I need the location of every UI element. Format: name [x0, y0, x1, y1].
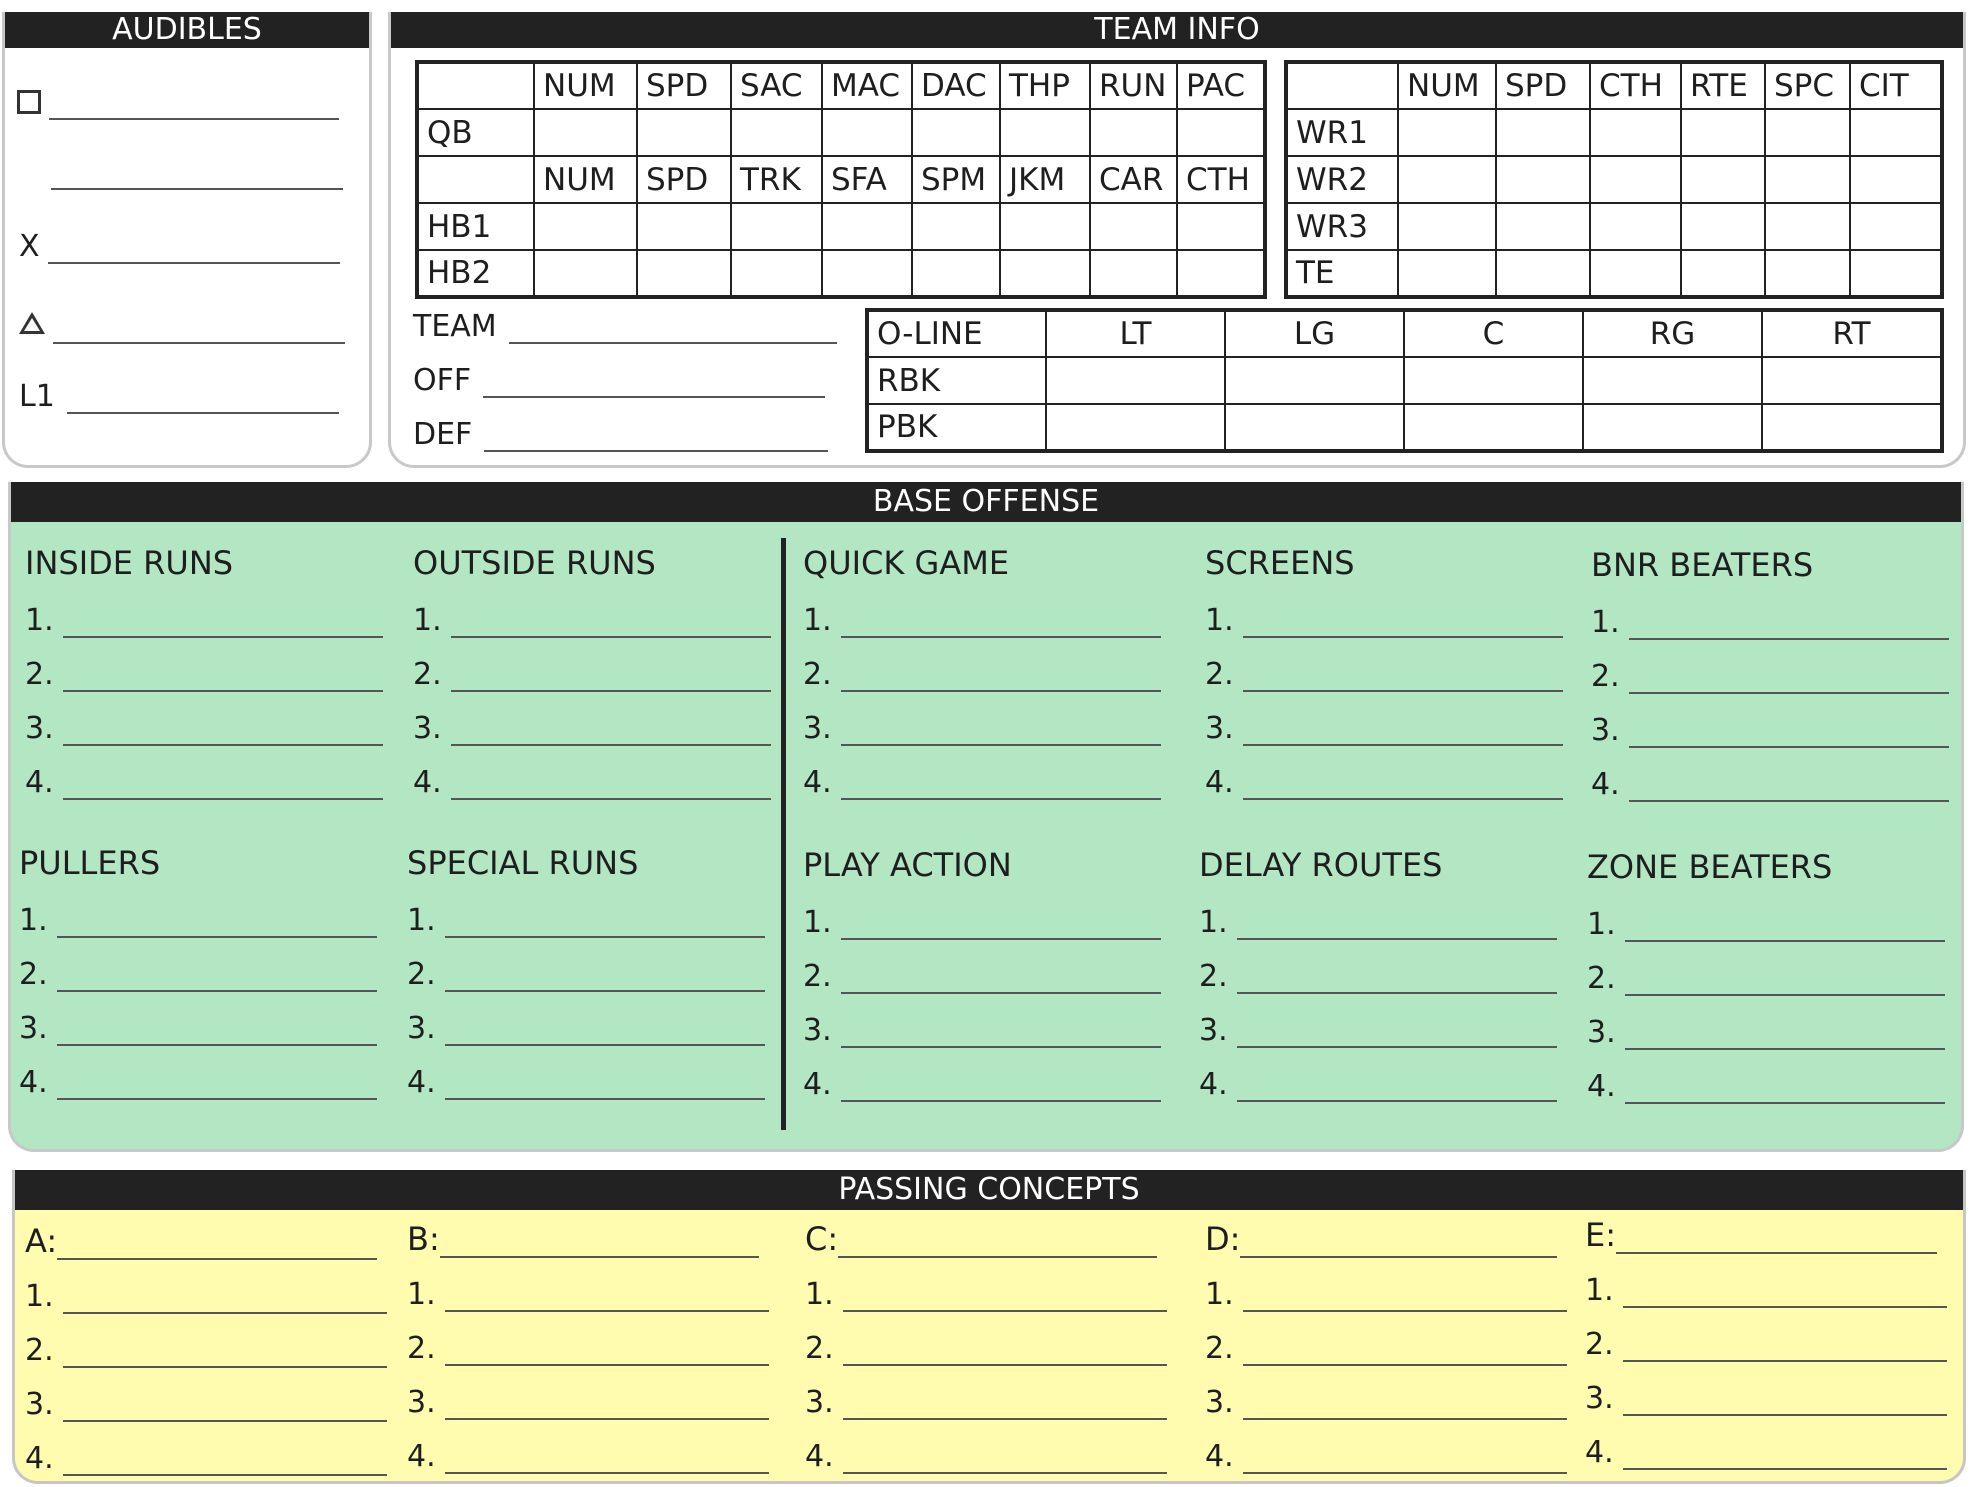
- table-header: RT: [1762, 310, 1942, 357]
- concept-name-field[interactable]: [1616, 1222, 1937, 1254]
- list-item: 1.: [1587, 888, 1945, 942]
- concept-a-group: [25, 1216, 387, 1476]
- list-item: 4.: [805, 1420, 1167, 1474]
- table-header: RUN: [1090, 62, 1177, 109]
- play-field[interactable]: [841, 910, 1161, 940]
- table-cell[interactable]: [1765, 203, 1850, 250]
- audible-l1-field[interactable]: [67, 382, 339, 414]
- group-title: PULLERS: [19, 844, 161, 882]
- audible-triangle-line: [19, 304, 345, 344]
- list-item: 3.: [25, 692, 383, 746]
- list-item: 1.: [803, 886, 1161, 940]
- table-cell[interactable]: [1000, 250, 1090, 297]
- row-label: WR3: [1286, 203, 1398, 250]
- play-field[interactable]: [445, 962, 765, 992]
- group-title: DELAY ROUTES: [1199, 846, 1443, 884]
- table-cell[interactable]: [1590, 109, 1681, 156]
- table-cell[interactable]: [1398, 109, 1496, 156]
- list-item: 3.: [413, 692, 771, 746]
- square-button-icon: [17, 90, 41, 114]
- table-cell[interactable]: [1850, 109, 1942, 156]
- list-item: 2.: [803, 638, 1161, 692]
- group-title: ZONE BEATERS: [1587, 848, 1833, 886]
- route-field[interactable]: [843, 1390, 1167, 1420]
- table-cell[interactable]: [1496, 250, 1590, 297]
- list-item: 3.: [1205, 692, 1563, 746]
- list-item: 1.: [25, 1260, 387, 1314]
- play-field[interactable]: [841, 770, 1161, 800]
- table-cell[interactable]: [1590, 250, 1681, 297]
- list-item: 4.: [1205, 1420, 1567, 1474]
- table-cell[interactable]: [1681, 250, 1765, 297]
- play-field[interactable]: [841, 608, 1161, 638]
- list-item: 1.: [1591, 586, 1949, 640]
- row-label: PBK: [867, 404, 1046, 451]
- list-item: 4.: [25, 1422, 387, 1476]
- row-label: RBK: [867, 357, 1046, 404]
- table-header: CTH: [1177, 156, 1265, 203]
- list-item: 4.: [1199, 1048, 1557, 1102]
- route-field[interactable]: [63, 1392, 387, 1422]
- route-field[interactable]: [843, 1444, 1167, 1474]
- list-item: 2.: [803, 940, 1161, 994]
- concept-e-group: [1585, 1210, 1947, 1470]
- concept-label: C:: [805, 1220, 839, 1258]
- list-item: 1.: [1205, 584, 1563, 638]
- list-item: 4.: [803, 1048, 1161, 1102]
- table-cell[interactable]: [1590, 156, 1681, 203]
- list-item: 2.: [413, 638, 771, 692]
- list-item: 2.: [25, 1314, 387, 1368]
- qb-row: [417, 109, 1265, 156]
- base-offense-title: BASE OFFENSE: [11, 482, 1961, 522]
- hb1-row: [417, 203, 1265, 250]
- table-header: NUM: [534, 156, 637, 203]
- quick-game-group: [803, 542, 1161, 800]
- list-item: 3.: [19, 992, 377, 1046]
- concept-label: A:: [25, 1222, 58, 1260]
- route-field[interactable]: [63, 1446, 387, 1476]
- table-cell[interactable]: [1090, 250, 1177, 297]
- audible-square-line: [17, 80, 339, 120]
- list-item: 2.: [1587, 942, 1945, 996]
- table-cell[interactable]: [637, 109, 731, 156]
- list-item: 2.: [25, 638, 383, 692]
- audible-x-line: [19, 224, 340, 264]
- bnr-beaters-group: [1591, 544, 1949, 802]
- concept-name-field[interactable]: [1240, 1226, 1557, 1258]
- route-field[interactable]: [1243, 1282, 1567, 1312]
- list-item: 4.: [407, 1046, 765, 1100]
- list-item: 1.: [805, 1258, 1167, 1312]
- pullers-group: [19, 842, 377, 1100]
- audible-triangle-field[interactable]: [53, 312, 345, 344]
- table-cell[interactable]: [1583, 357, 1762, 404]
- list-item: 1.: [1205, 1258, 1567, 1312]
- route-field[interactable]: [843, 1336, 1167, 1366]
- table-header: SPC: [1765, 62, 1850, 109]
- concept-name-field[interactable]: [57, 1228, 377, 1260]
- table-cell[interactable]: [912, 250, 1000, 297]
- row-label: HB2: [417, 250, 534, 297]
- group-title: SCREENS: [1205, 544, 1355, 582]
- passing-concepts-panel: [12, 1170, 1966, 1484]
- table-cell[interactable]: [1681, 109, 1765, 156]
- team-field[interactable]: [509, 312, 837, 344]
- team-field-line: [413, 300, 837, 344]
- play-field[interactable]: [451, 716, 771, 746]
- list-item: 3.: [407, 1366, 769, 1420]
- list-item: 3.: [25, 1368, 387, 1422]
- table-cell[interactable]: [1090, 203, 1177, 250]
- list-item: 4.: [1587, 1050, 1945, 1104]
- play-field[interactable]: [57, 1070, 377, 1100]
- table-cell[interactable]: [1398, 156, 1496, 203]
- table-cell[interactable]: [637, 203, 731, 250]
- hb2-row: [417, 250, 1265, 297]
- route-field[interactable]: [445, 1282, 769, 1312]
- oline-header-row: [867, 310, 1942, 357]
- list-item: 3.: [803, 692, 1161, 746]
- list-item: 2.: [407, 1312, 769, 1366]
- outside-runs-group: [413, 542, 771, 800]
- concept-label: E:: [1585, 1216, 1616, 1254]
- route-field[interactable]: [1623, 1440, 1947, 1470]
- section-divider: [781, 538, 786, 1130]
- table-cell[interactable]: [1398, 203, 1496, 250]
- inside-runs-group: [25, 542, 383, 800]
- play-field[interactable]: [1243, 608, 1563, 638]
- list-item: 4.: [25, 746, 383, 800]
- table-cell[interactable]: [731, 203, 822, 250]
- list-item: 1.: [1585, 1254, 1947, 1308]
- row-label: QB: [417, 109, 534, 156]
- passing-concepts-title: PASSING CONCEPTS: [15, 1170, 1963, 1210]
- row-label: WR1: [1286, 109, 1398, 156]
- table-header: PAC: [1177, 62, 1265, 109]
- list-item: 3.: [1205, 1366, 1567, 1420]
- route-field[interactable]: [445, 1336, 769, 1366]
- play-field[interactable]: [1243, 770, 1563, 800]
- table-cell[interactable]: [1177, 109, 1265, 156]
- list-item: 4.: [407, 1420, 769, 1474]
- table-cell[interactable]: [534, 250, 637, 297]
- qb-header-row: [417, 62, 1265, 109]
- play-field[interactable]: [1625, 1020, 1945, 1050]
- list-item: 2.: [805, 1312, 1167, 1366]
- play-field[interactable]: [1237, 1018, 1557, 1048]
- audible-l1-line: [19, 374, 339, 414]
- table-header: MAC: [822, 62, 912, 109]
- table-cell[interactable]: [637, 250, 731, 297]
- table-cell[interactable]: [1762, 357, 1942, 404]
- table-cell[interactable]: [1177, 250, 1265, 297]
- concept-label: B:: [407, 1220, 440, 1258]
- play-field[interactable]: [1625, 966, 1945, 996]
- team-info-title: TEAM INFO: [391, 12, 1963, 48]
- route-field[interactable]: [63, 1338, 387, 1368]
- concept-d-group: [1205, 1214, 1567, 1474]
- table-cell[interactable]: [822, 203, 912, 250]
- play-action-group: [803, 844, 1161, 1102]
- route-field[interactable]: [1243, 1444, 1567, 1474]
- list-item: 3.: [1587, 996, 1945, 1050]
- audible-square-field[interactable]: [49, 88, 339, 120]
- row-label: HB1: [417, 203, 534, 250]
- play-field[interactable]: [841, 1072, 1161, 1102]
- play-field[interactable]: [63, 608, 383, 638]
- list-item: 3.: [1199, 994, 1557, 1048]
- table-header: TRK: [731, 156, 822, 203]
- list-item: 2.: [19, 938, 377, 992]
- play-field[interactable]: [1237, 964, 1557, 994]
- list-item: 1.: [25, 584, 383, 638]
- list-item: 3.: [1585, 1362, 1947, 1416]
- table-cell[interactable]: [1404, 357, 1583, 404]
- table-header: SPD: [637, 156, 731, 203]
- row-label: WR2: [1286, 156, 1398, 203]
- audible-x-field[interactable]: [48, 232, 340, 264]
- route-field[interactable]: [1623, 1278, 1947, 1308]
- table-cell[interactable]: [1681, 203, 1765, 250]
- x-button-label: X: [19, 229, 40, 264]
- table-cell[interactable]: [822, 109, 912, 156]
- route-field[interactable]: [843, 1282, 1167, 1312]
- play-field[interactable]: [451, 770, 771, 800]
- table-cell[interactable]: [822, 250, 912, 297]
- pbk-row: [867, 404, 1942, 451]
- list-item: 4.: [413, 746, 771, 800]
- table-cell[interactable]: [534, 109, 637, 156]
- list-item: 4.: [19, 1046, 377, 1100]
- def-field-line: [413, 408, 828, 452]
- play-field[interactable]: [1243, 662, 1563, 692]
- table-header: SPM: [912, 156, 1000, 203]
- play-field[interactable]: [1625, 1074, 1945, 1104]
- list-item: 3.: [805, 1366, 1167, 1420]
- audibles-panel: [2, 12, 372, 468]
- list-item: 2.: [1591, 640, 1949, 694]
- off-field[interactable]: [483, 366, 825, 398]
- list-item: 1.: [1199, 886, 1557, 940]
- table-cell[interactable]: [1225, 357, 1404, 404]
- table-cell[interactable]: [1765, 250, 1850, 297]
- table-cell[interactable]: [1850, 250, 1942, 297]
- group-title: INSIDE RUNS: [25, 544, 234, 582]
- table-header: SPD: [1496, 62, 1590, 109]
- te-row: [1286, 250, 1942, 297]
- concept-name-field[interactable]: [440, 1226, 759, 1258]
- table-header: SPD: [637, 62, 731, 109]
- list-item: 4.: [1585, 1416, 1947, 1470]
- group-title: SPECIAL RUNS: [407, 844, 639, 882]
- table-header: CAR: [1090, 156, 1177, 203]
- audible-blank-line: [51, 150, 343, 190]
- wr1-row: [1286, 109, 1942, 156]
- play-field[interactable]: [451, 662, 771, 692]
- table-cell[interactable]: [731, 109, 822, 156]
- list-item: 1.: [19, 884, 377, 938]
- screens-group: [1205, 542, 1563, 800]
- list-item: 2.: [1205, 1312, 1567, 1366]
- list-item: 1.: [413, 584, 771, 638]
- table-cell[interactable]: [912, 109, 1000, 156]
- table-cell[interactable]: [1850, 156, 1942, 203]
- play-field[interactable]: [1629, 610, 1949, 640]
- table-cell[interactable]: [1404, 404, 1583, 451]
- table-header: RG: [1583, 310, 1762, 357]
- table-cell[interactable]: [1046, 357, 1225, 404]
- table-header: NUM: [534, 62, 637, 109]
- table-cell[interactable]: [1496, 109, 1590, 156]
- team-info-panel: [388, 12, 1966, 468]
- wr-header-row: [1286, 62, 1942, 109]
- table-header: LT: [1046, 310, 1225, 357]
- list-item: 3.: [407, 992, 765, 1046]
- group-title: BNR BEATERS: [1591, 546, 1814, 584]
- triangle-button-icon: [19, 312, 45, 334]
- list-item: 2.: [407, 938, 765, 992]
- table-cell[interactable]: [534, 203, 637, 250]
- route-field[interactable]: [63, 1284, 387, 1314]
- route-field[interactable]: [1623, 1386, 1947, 1416]
- list-item: 4.: [1205, 746, 1563, 800]
- delay-routes-group: [1199, 844, 1557, 1102]
- rbk-row: [867, 357, 1942, 404]
- group-title: OUTSIDE RUNS: [413, 544, 656, 582]
- play-field[interactable]: [841, 716, 1161, 746]
- table-cell[interactable]: [1762, 404, 1942, 451]
- hb-header-row: [417, 156, 1265, 203]
- play-field[interactable]: [63, 662, 383, 692]
- concept-label: D:: [1205, 1220, 1241, 1258]
- table-cell[interactable]: [1583, 404, 1762, 451]
- list-item: 2.: [1205, 638, 1563, 692]
- table-header: THP: [1000, 62, 1090, 109]
- list-item: 2.: [1199, 940, 1557, 994]
- oline-table: [865, 308, 1944, 453]
- table-cell[interactable]: [1000, 203, 1090, 250]
- table-cell[interactable]: [1681, 156, 1765, 203]
- table-cell[interactable]: [1000, 109, 1090, 156]
- list-item: 4.: [1591, 748, 1949, 802]
- play-field[interactable]: [63, 716, 383, 746]
- group-title: QUICK GAME: [803, 544, 1010, 582]
- table-header: C: [1404, 310, 1583, 357]
- play-field[interactable]: [1237, 1072, 1557, 1102]
- play-field[interactable]: [1625, 912, 1945, 942]
- special-runs-group: [407, 842, 765, 1100]
- table-cell[interactable]: [1046, 404, 1225, 451]
- row-label: TE: [1286, 250, 1398, 297]
- table-cell[interactable]: [912, 203, 1000, 250]
- list-item: 3.: [1591, 694, 1949, 748]
- concept-b-group: [407, 1214, 769, 1474]
- concept-c-group: [805, 1214, 1167, 1474]
- play-field[interactable]: [63, 770, 383, 800]
- table-header: CIT: [1850, 62, 1942, 109]
- concept-name-field[interactable]: [838, 1226, 1157, 1258]
- off-label: OFF: [413, 363, 472, 398]
- route-field[interactable]: [445, 1390, 769, 1420]
- play-field[interactable]: [1629, 664, 1949, 694]
- zone-beaters-group: [1587, 846, 1945, 1104]
- wr3-row: [1286, 203, 1942, 250]
- play-field[interactable]: [1629, 718, 1949, 748]
- table-header: SAC: [731, 62, 822, 109]
- play-field[interactable]: [1629, 772, 1949, 802]
- group-title: PLAY ACTION: [803, 846, 1012, 884]
- list-item: 1.: [803, 584, 1161, 638]
- play-field[interactable]: [1237, 910, 1557, 940]
- base-offense-panel: [8, 482, 1964, 1152]
- list-item: 2.: [1585, 1308, 1947, 1362]
- table-cell[interactable]: [1850, 203, 1942, 250]
- play-field[interactable]: [841, 964, 1161, 994]
- table-header: RTE: [1681, 62, 1765, 109]
- wr-te-ratings-table: [1284, 60, 1944, 299]
- list-item: 1.: [407, 1258, 769, 1312]
- play-field[interactable]: [841, 662, 1161, 692]
- route-field[interactable]: [1243, 1390, 1567, 1420]
- route-field[interactable]: [1243, 1336, 1567, 1366]
- team-label: TEAM: [413, 309, 497, 344]
- route-field[interactable]: [1623, 1332, 1947, 1362]
- table-cell[interactable]: [1177, 203, 1265, 250]
- play-field[interactable]: [841, 1018, 1161, 1048]
- list-item: 1.: [407, 884, 765, 938]
- play-field[interactable]: [445, 908, 765, 938]
- audible-blank-field[interactable]: [51, 158, 343, 190]
- qb-hb-ratings-table: [415, 60, 1267, 299]
- list-item: 4.: [803, 746, 1161, 800]
- table-cell[interactable]: [1496, 203, 1590, 250]
- off-field-line: [413, 354, 825, 398]
- table-cell[interactable]: [731, 250, 822, 297]
- play-field[interactable]: [57, 1016, 377, 1046]
- table-header: LG: [1225, 310, 1404, 357]
- table-header: JKM: [1000, 156, 1090, 203]
- l1-button-label: L1: [19, 379, 55, 414]
- def-field[interactable]: [484, 420, 828, 452]
- table-cell[interactable]: [1590, 203, 1681, 250]
- table-header: O-LINE: [867, 310, 1046, 357]
- audibles-title: AUDIBLES: [5, 12, 369, 48]
- play-field[interactable]: [451, 608, 771, 638]
- table-cell[interactable]: [1398, 250, 1496, 297]
- route-field[interactable]: [445, 1444, 769, 1474]
- def-label: DEF: [413, 417, 473, 452]
- table-cell[interactable]: [1496, 156, 1590, 203]
- table-cell[interactable]: [1765, 109, 1850, 156]
- table-cell[interactable]: [1225, 404, 1404, 451]
- table-cell[interactable]: [1090, 109, 1177, 156]
- play-field[interactable]: [445, 1070, 765, 1100]
- table-cell[interactable]: [1765, 156, 1850, 203]
- play-field[interactable]: [57, 908, 377, 938]
- table-header: CTH: [1590, 62, 1681, 109]
- table-header: SFA: [822, 156, 912, 203]
- table-header: NUM: [1398, 62, 1496, 109]
- wr2-row: [1286, 156, 1942, 203]
- table-header: DAC: [912, 62, 1000, 109]
- play-field[interactable]: [1243, 716, 1563, 746]
- play-field[interactable]: [445, 1016, 765, 1046]
- play-field[interactable]: [57, 962, 377, 992]
- list-item: 3.: [803, 994, 1161, 1048]
